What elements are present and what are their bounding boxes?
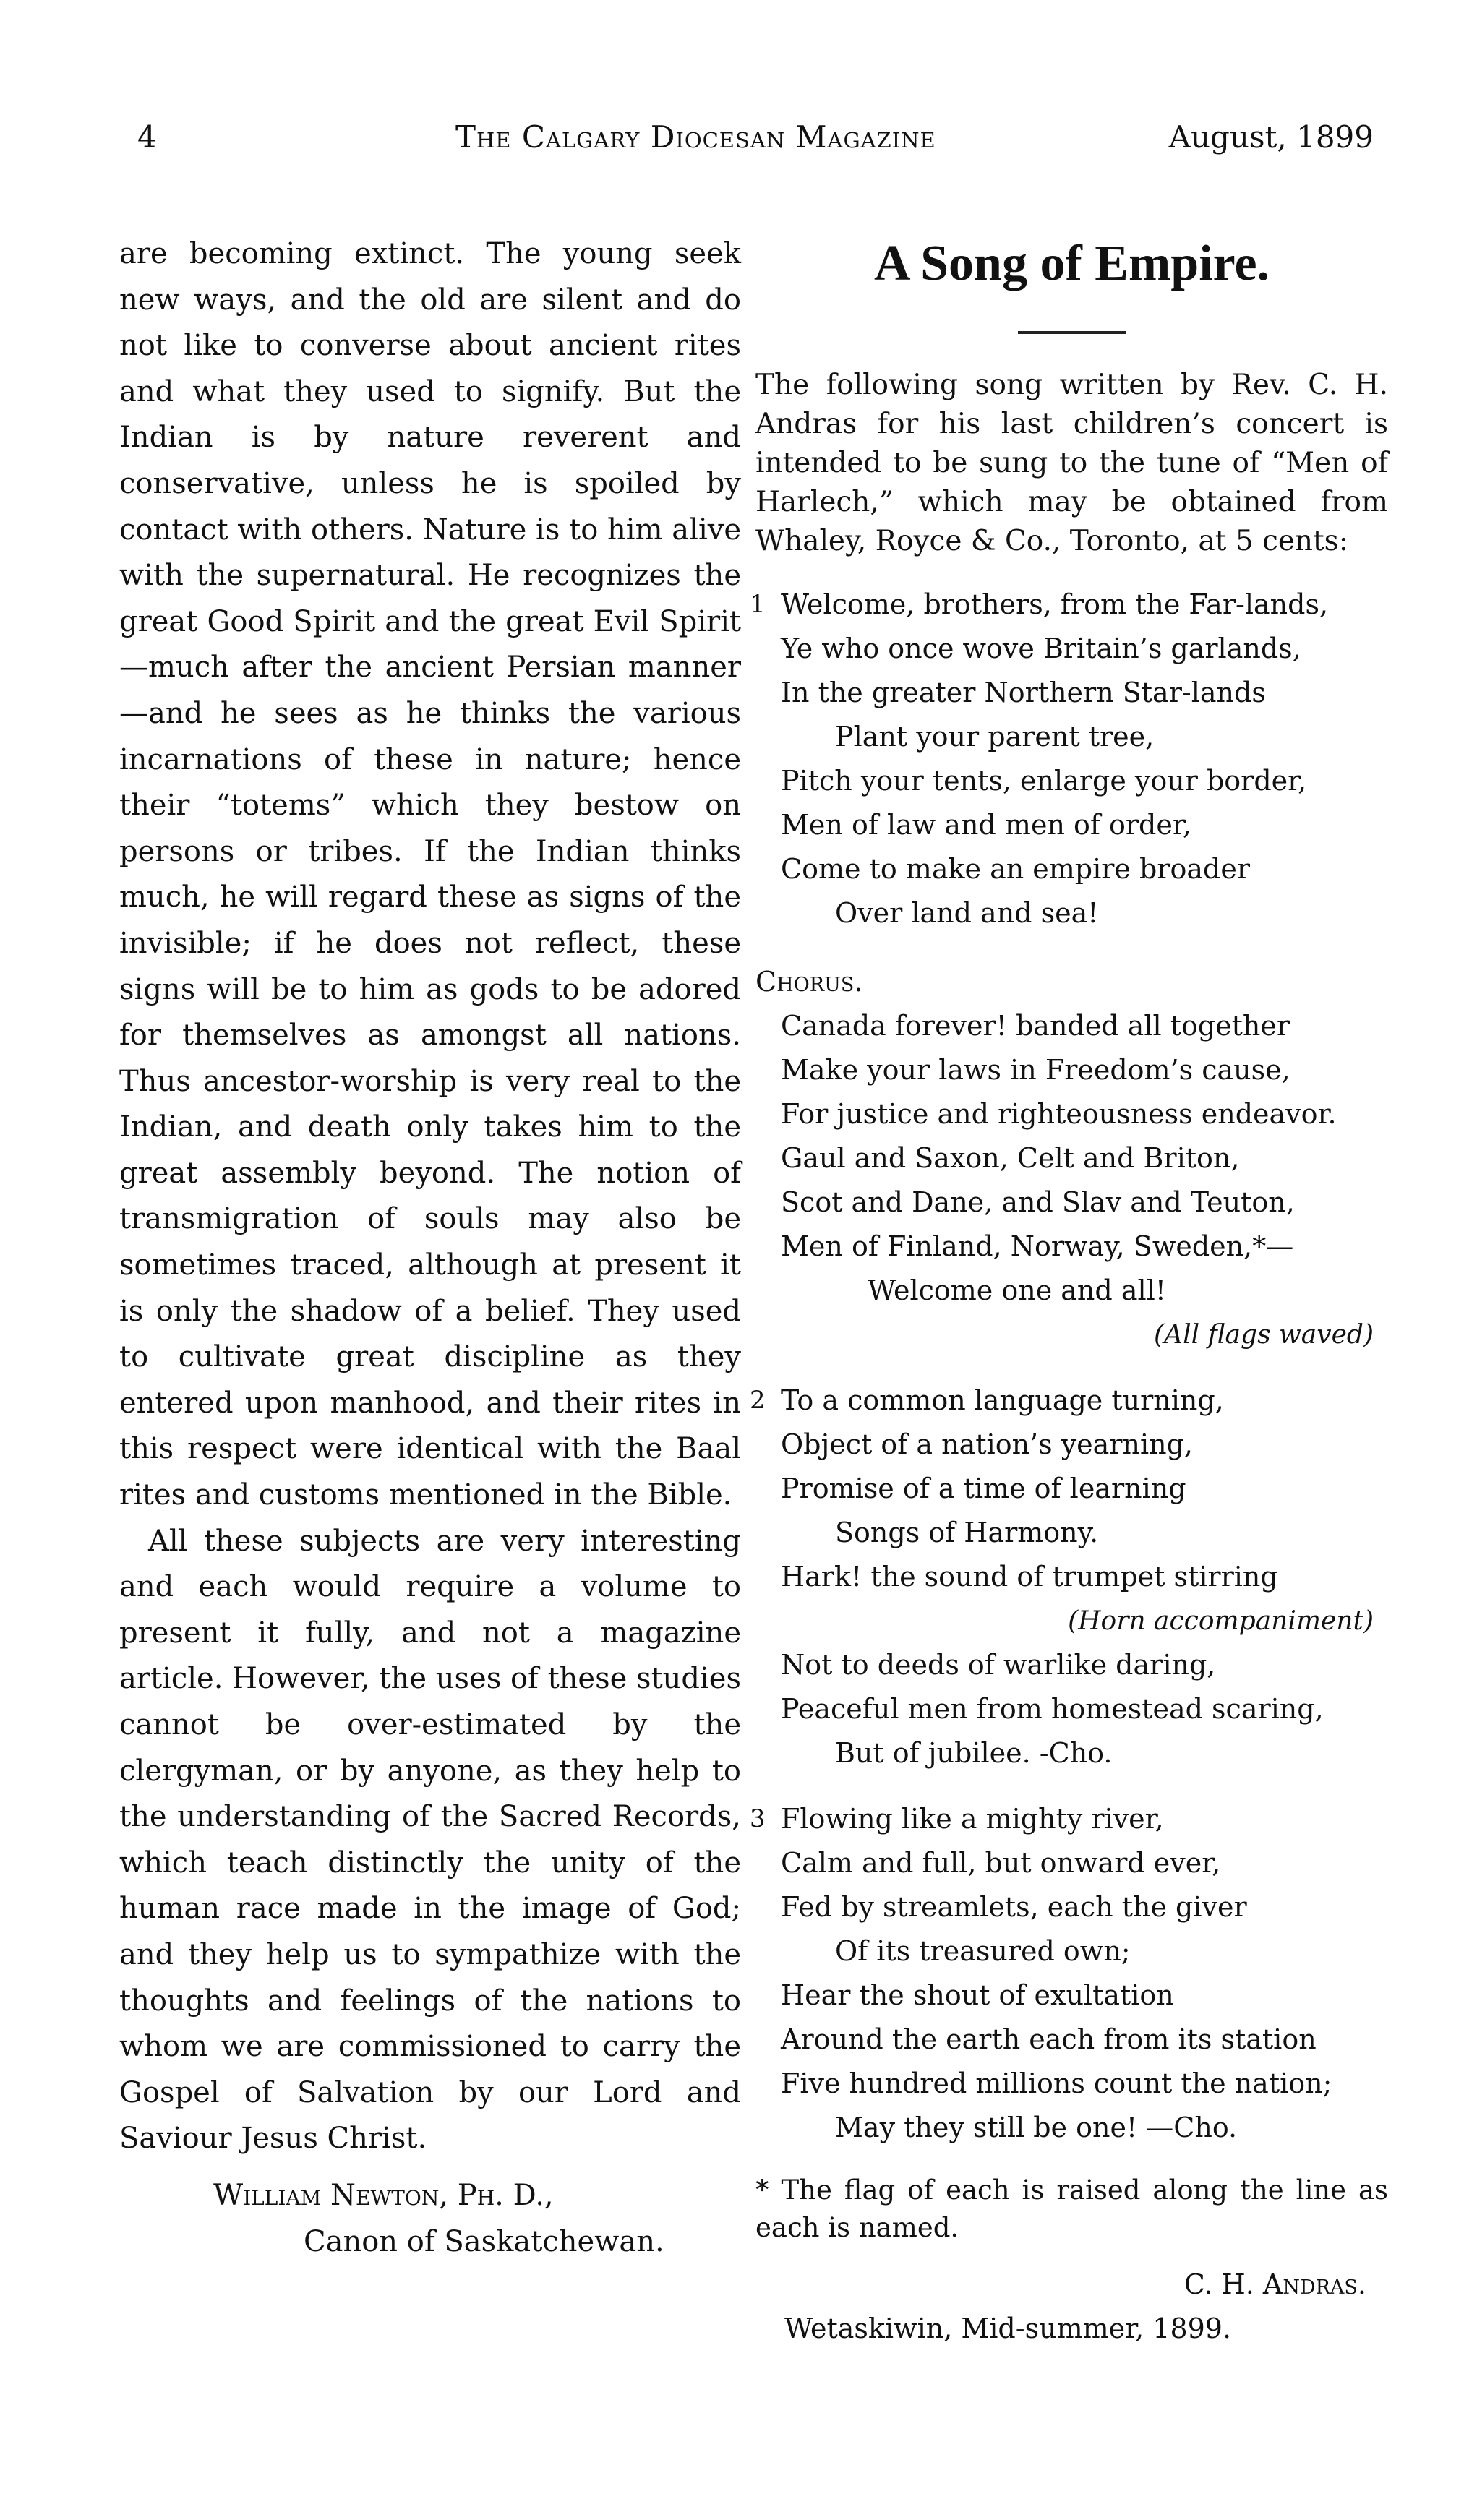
verse-line: Peaceful men from homestead scaring, bbox=[781, 1693, 1324, 1725]
verse-line: Object of a nation’s yearning, bbox=[781, 1428, 1193, 1460]
verse-line: Gaul and Saxon, Celt and Briton, bbox=[781, 1142, 1240, 1174]
verse-line: In the greater Northern Star-lands bbox=[781, 677, 1266, 708]
verse-line: Plant your parent tree, bbox=[835, 721, 1155, 753]
verse-line: Fed by streamlets, each the giver bbox=[781, 1891, 1247, 1923]
chorus bbox=[755, 1004, 1388, 1357]
verse-line: Around the earth each from its station bbox=[781, 2023, 1317, 2055]
signature-name: William Newton, Ph. D., bbox=[213, 2178, 554, 2212]
verse-line: Make your laws in Freedom’s cause, bbox=[781, 1054, 1290, 1086]
verse-line: Calm and full, but onward ever, bbox=[781, 1847, 1221, 1879]
signature-block bbox=[119, 2172, 741, 2265]
footnote: * The flag of each is raised along the line as each is named. bbox=[755, 2174, 1388, 2243]
right-column bbox=[750, 231, 1388, 2351]
verse-line: Welcome one and all! bbox=[868, 1274, 1167, 1306]
verse-line: For justice and righteousness endeavor. bbox=[781, 1098, 1337, 1130]
stanza-number: 2 bbox=[750, 1386, 766, 1415]
song-intro: The following song written by Rev. C. H. Andras for his last children’s concert is intended to be sung to the tune of “Men of Harlech,” which may be obtained from Whaley, Royce & Co., Toronto, at 5 cents: bbox=[755, 369, 1388, 557]
verse-line: 1 Welcome, brothers, from the Far-lands, bbox=[755, 583, 1388, 627]
magazine-title: The Calgary Diocesan Magazine bbox=[455, 119, 936, 155]
stage-direction: (All flags waved) bbox=[1154, 1320, 1374, 1350]
page-header bbox=[108, 116, 1395, 159]
verse-line: Of its treasured own; bbox=[835, 1935, 1131, 1967]
song-author: C. H. Andras. bbox=[1183, 2268, 1366, 2300]
verse-line: 2 To a common language turning, bbox=[755, 1379, 1388, 1423]
verse-line: May they still be one! —Cho. bbox=[835, 2112, 1238, 2143]
stanza-3 bbox=[750, 1797, 1388, 2150]
stanza-number: 3 bbox=[750, 1804, 766, 1833]
verse-line: Hear the shout of exultation bbox=[781, 1979, 1174, 2011]
verse-line: Five hundred millions count the nation; bbox=[781, 2067, 1332, 2099]
stanza-2 bbox=[750, 1379, 1388, 1775]
verse-line: 3 Flowing like a mighty river, bbox=[755, 1797, 1388, 1841]
verse-line: Not to deeds of warlike daring, bbox=[781, 1649, 1216, 1681]
article-paragraph: All these subjects are very interesting and each would require a volume to present it fully, and not a magazine article. However, the uses of these studies cannot be over-estimated by the clergyman, or by anyone, as they help to the understanding of the Sacred Records, which teach distinctly the unity of the human race made in the image of God; and they help us to sympathize with the thoughts and feelings of the nations to whom we are commissioned to carry the Gospel of Salvation by our Lord and Saviour Jesus Christ. bbox=[119, 1524, 741, 2156]
title-divider bbox=[1018, 331, 1126, 334]
article-paragraph: are becoming extinct. The young seek new ways, and the old are silent and do not like to converse about ancient rites and what they used to signify. But the Indian is by nature reverent and conservative, unless he is spoiled by contact with others. Nature is to him alive with the supernatural. He recognizes the great Good Spirit and the great Evil Spirit—much after the ancient Persian manner—and he sees as he thinks the various incarnations of these in nature; hence their “totems” which they bestow on persons or tribes. If the Indian thinks much, he will regard these as signs of the invisible; if he does not reflect, these signs will be to him as gods to be adored for themselves as amongst all nations. Thus ancestor-worship is very real to the Indian, and death only takes him to the great assembly beyond. The notion of transmigration of souls may also be sometimes traced, although at present it is only the shadow of a belief. They used to cultivate great discipline as they entered upon manhood, and their rites in this respect were identical with the Baal rites and customs mentioned in the Bible. bbox=[119, 237, 741, 1512]
song-title: A Song of Empire. bbox=[873, 236, 1270, 291]
chorus-label: Chorus. bbox=[755, 966, 863, 998]
verse-line: Promise of a time of learning bbox=[781, 1473, 1186, 1504]
verse-line: Pitch your tents, enlarge your border, bbox=[781, 765, 1307, 797]
verse-line: Hark! the sound of trumpet stirring bbox=[781, 1561, 1278, 1593]
verse-line: Canada forever! banded all together bbox=[781, 1010, 1290, 1042]
verse-line: Songs of Harmony. bbox=[835, 1517, 1099, 1548]
verse-line: Men of Finland, Norway, Sweden,*— bbox=[781, 1230, 1294, 1262]
verse-line: Scot and Dane, and Slav and Teuton, bbox=[781, 1186, 1295, 1218]
place-and-date: Wetaskiwin, Mid-summer, 1899. bbox=[784, 2313, 1232, 2344]
issue-date: August, 1899 bbox=[1168, 119, 1374, 155]
verse-line: Come to make an empire broader bbox=[781, 853, 1251, 885]
stanza-1 bbox=[750, 583, 1388, 935]
verse-line: Men of law and men of order, bbox=[781, 809, 1191, 841]
stage-direction: (Horn accompaniment) bbox=[1068, 1606, 1374, 1636]
verse-line: Ye who once wove Britain’s garlands, bbox=[781, 633, 1301, 664]
left-column bbox=[119, 231, 741, 2265]
stanza-number: 1 bbox=[750, 590, 766, 619]
signature-office: Canon of Saskatchewan. bbox=[304, 2224, 664, 2258]
verse-line: But of jubilee. -Cho. bbox=[835, 1737, 1113, 1769]
verse-line: Over land and sea! bbox=[835, 897, 1099, 929]
page-number: 4 bbox=[137, 119, 157, 155]
